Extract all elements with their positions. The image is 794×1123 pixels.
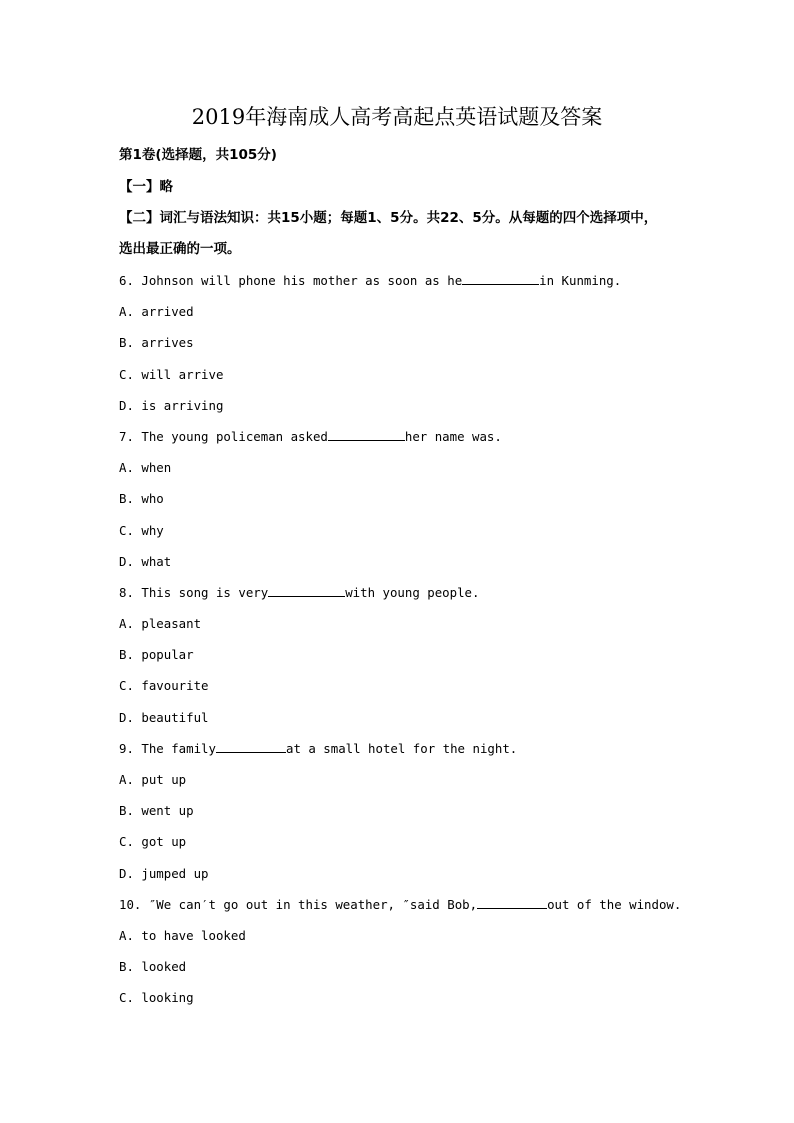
question-8-option-c: C. favourite (119, 678, 209, 694)
question-10-option-b: B. looked (119, 959, 187, 975)
question-7-option-a: A. when (119, 460, 172, 476)
question-6-option-b: B. arrives (119, 335, 194, 351)
question-9-option-a: A. put up (119, 772, 187, 787)
question-stem-text: at a small hotel for the night. (285, 740, 518, 756)
page-title: 2019年海南成人高考高起点英语试题及答案 (191, 105, 603, 129)
question-7-option-b: B. who (119, 491, 164, 507)
answer-blank (462, 271, 539, 285)
question-10-option-a: A. to have looked (119, 927, 246, 943)
question-6-option-c: C. will arrive (119, 366, 224, 382)
question-stem-text: 6. Johnson will phone his mother as soon as he (119, 273, 463, 288)
question-8-option-d: D. beautiful (119, 709, 209, 725)
question-stem-text: in Kunming. (539, 273, 622, 288)
answer-blank (477, 895, 547, 909)
section-two-instructions-cont: 选出最正确的一项。 (119, 241, 241, 257)
section-two-instructions: 【二】词汇与语法知识：共15小题；每题1、5分。共22、5分。从每题的四个选择项中， (119, 210, 658, 226)
question-6-option-d: D. is arriving (119, 397, 224, 413)
question-8-stem (119, 583, 699, 614)
question-10-option-c: C. looking (119, 990, 194, 1006)
answer-blank (268, 583, 345, 597)
question-stem-text: 7. The young policeman asked (119, 428, 328, 444)
question-9-option-c: C. got up (119, 834, 187, 850)
answer-blank (328, 427, 405, 441)
question-9-option-b: B. went up (119, 803, 194, 819)
question-stem-text: 10. ″We can′t go out in this weather, ″said Bob, (119, 896, 478, 912)
question-7-stem (119, 427, 699, 458)
question-6-stem (119, 271, 699, 302)
question-7-option-c: C. why (119, 522, 164, 538)
question-stem-text: her name was. (404, 428, 502, 444)
question-6-option-a: A. arrived (119, 304, 194, 320)
question-9-stem (119, 739, 699, 770)
question-7-option-d: D. what (119, 553, 172, 569)
section-one-heading: 【一】略 (119, 179, 173, 195)
question-stem-text: 8. This song is very (119, 584, 269, 600)
question-8-option-b: B. popular (119, 647, 194, 663)
volume-heading: 第1卷(选择题，共105分) (119, 147, 277, 163)
question-8-option-a: A. pleasant (119, 616, 202, 632)
question-list (119, 271, 699, 1020)
answer-blank (216, 739, 286, 753)
question-10-stem (119, 895, 699, 926)
question-stem-text: with young people. (345, 584, 480, 600)
question-stem-text: 9. The family (119, 740, 216, 756)
question-stem-text: out of the window. (547, 896, 682, 912)
question-9-option-d: D. jumped up (119, 865, 209, 881)
